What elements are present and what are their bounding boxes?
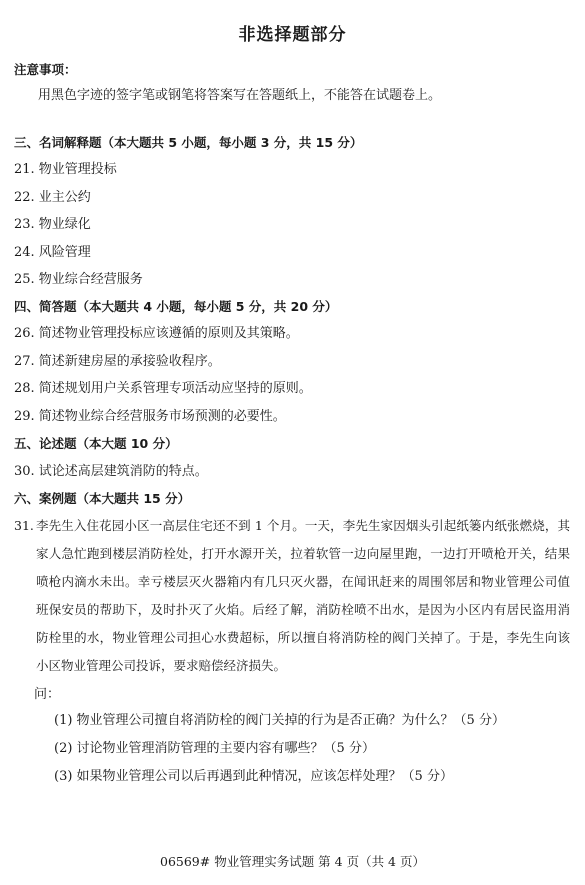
case-paragraph bbox=[14, 512, 570, 680]
section-heading-short-answer: 四、简答题（本大题共 4 小题，每小题 5 分，共 20 分） bbox=[14, 299, 338, 314]
question-item: 23. 物业绿化 bbox=[14, 217, 91, 232]
notice-heading: 注意事项： bbox=[14, 62, 77, 77]
page-title: 非选择题部分 bbox=[238, 25, 347, 45]
question-item: 29. 简述物业综合经营服务市场预测的必要性。 bbox=[14, 409, 286, 424]
question-item: 24. 风险管理 bbox=[14, 245, 91, 260]
question-item: 30. 试论述高层建筑消防的特点。 bbox=[14, 464, 208, 479]
section-heading-terms: 三、名词解释题（本大题共 5 小题，每小题 3 分，共 15 分） bbox=[14, 135, 363, 150]
question-item: 25. 物业综合经营服务 bbox=[14, 272, 143, 287]
sub-question: (1) 物业管理公司擅自将消防栓的阀门关掉的行为是否正确？为什么？（5 分） bbox=[54, 713, 505, 728]
case-number: 31. bbox=[14, 518, 34, 533]
question-item: 28. 简述规划用户关系管理专项活动应坚持的原则。 bbox=[14, 381, 312, 396]
question-item: 21. 物业管理投标 bbox=[14, 162, 117, 177]
section-heading-essay: 五、论述题（本大题 10 分） bbox=[14, 436, 178, 451]
question-item: 26. 简述物业管理投标应该遵循的原则及其策略。 bbox=[14, 326, 299, 341]
question-item: 27. 简述新建房屋的承接验收程序。 bbox=[14, 354, 221, 369]
question-item: 22. 业主公约 bbox=[14, 190, 91, 205]
case-text: 李先生入住花园小区一高层住宅还不到 1 个月。一天，李先生家因烟头引起纸篓内纸张燃烧，其家人急忙跑到楼层消防栓处，打开水源开关，拉着软管一边向屋里跑，一边打开喷枪开关，结果喷枪内滴水未出。幸亏楼层灭火器箱内有几只灭火器，在闻讯赶来的周围邻居和物业管理公司值班保安员的帮助下，及时扑灭了火焰。后经了解，消防栓喷不出水，是因为小区内有居民盗用消防栓里的水，物业管理公司担心水费超标，所以擅自将消防栓的阀门关掉了。于是，李先生向该小区物业管理公司投诉，要求赔偿经济损失。 bbox=[36, 518, 570, 673]
sub-question: (2) 讨论物业管理消防管理的主要内容有哪些？（5 分） bbox=[54, 741, 375, 756]
page-footer: 06569# 物业管理实务试题 第 4 页（共 4 页） bbox=[160, 854, 425, 869]
notice-text: 用黑色字迹的签字笔或钢笔将答案写在答题纸上，不能答在试题卷上。 bbox=[38, 88, 442, 103]
question-label: 问： bbox=[34, 687, 61, 702]
sub-question: (3) 如果物业管理公司以后再遇到此种情况，应该怎样处理？（5 分） bbox=[54, 769, 453, 784]
section-heading-case: 六、案例题（本大题共 15 分） bbox=[14, 491, 191, 506]
